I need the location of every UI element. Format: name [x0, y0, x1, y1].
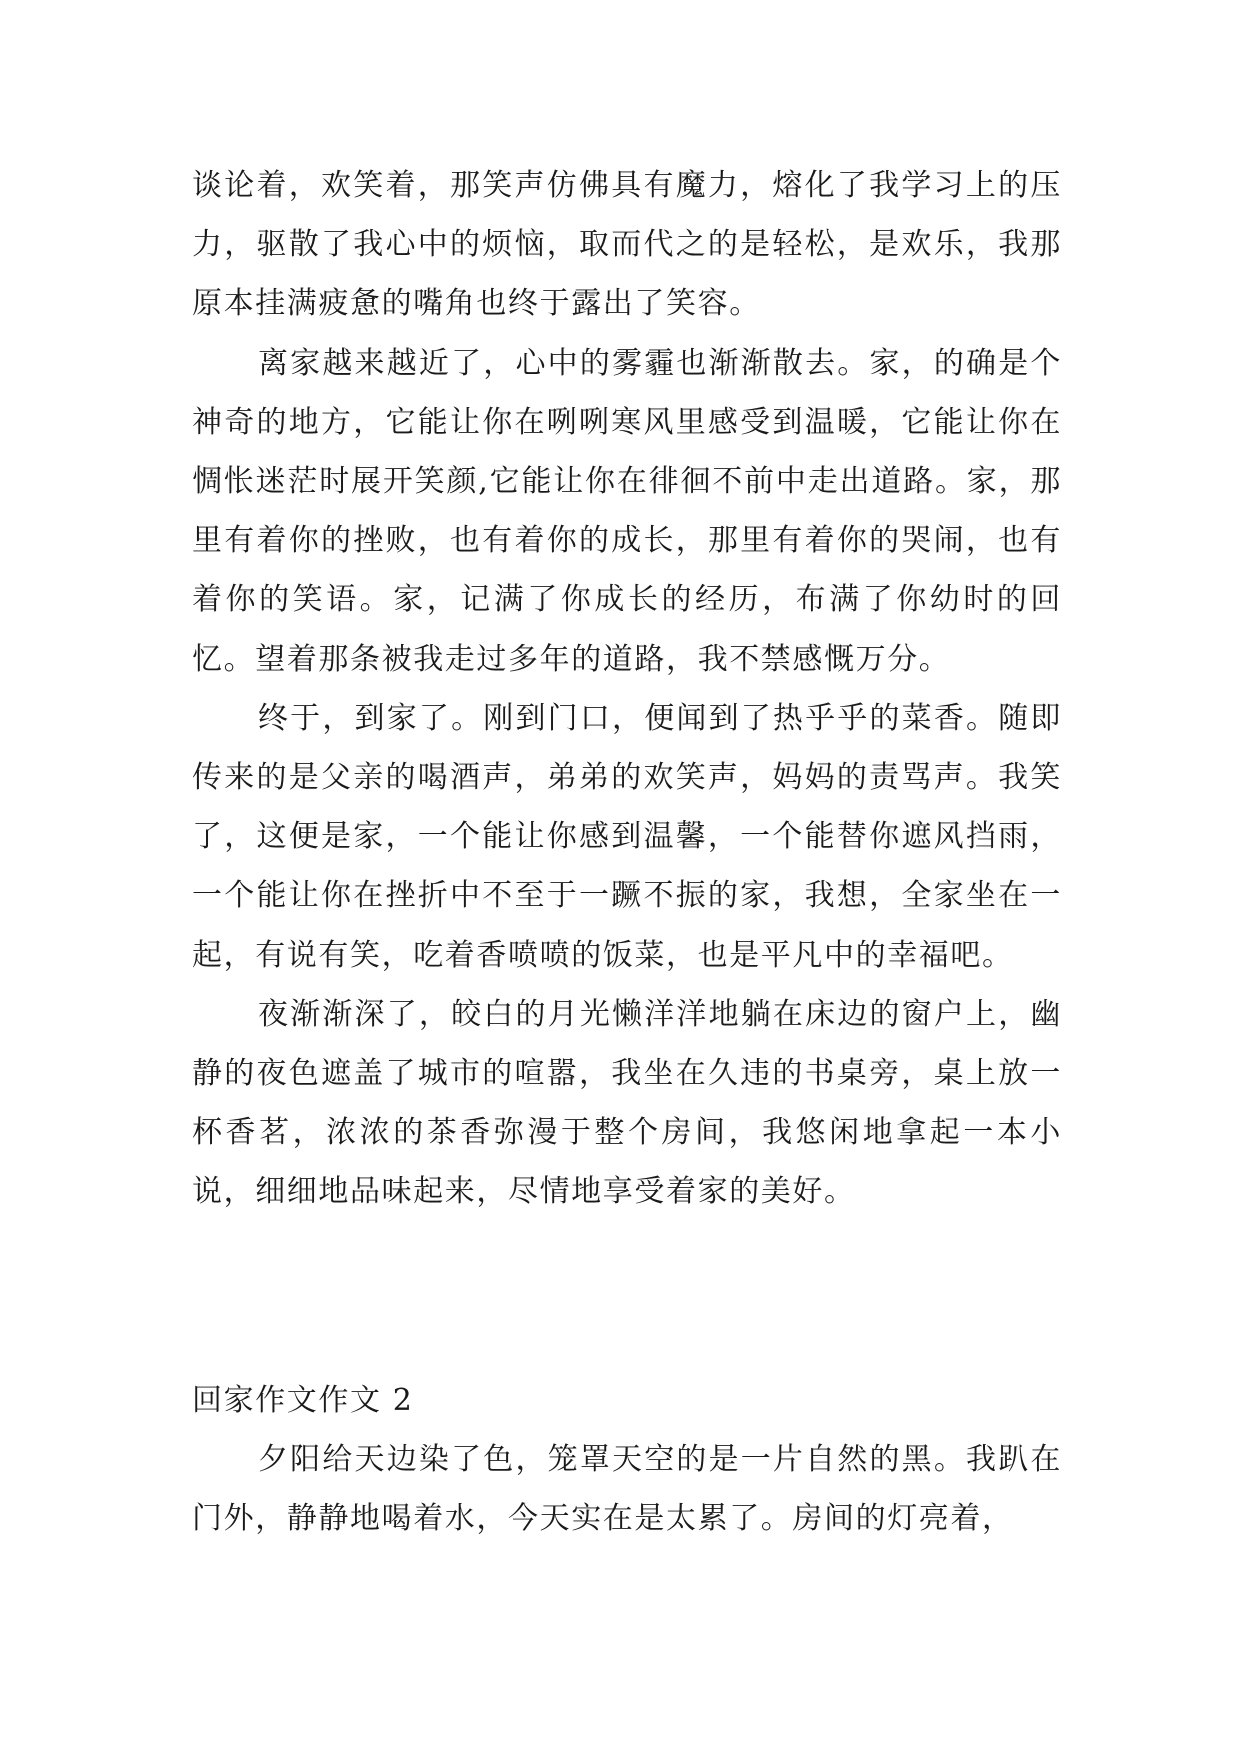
section-heading: 回家作文作文 2	[192, 1383, 414, 1418]
essay-text-block-2	[192, 1371, 1062, 1549]
paragraph: 终于，到家了。刚到门口，便闻到了热乎乎的菜香。随即传来的是父亲的喝酒声，弟弟的欢笑声，妈妈的责骂声。我笑了，这便是家，一个能让你感到温馨，一个能替你遮风挡雨，一个能让你在挫折中不至于一蹶不振的家，我想，全家坐在一起，有说有笑，吃着香喷喷的饭菜，也是平凡中的幸福吧。	[192, 700, 1062, 973]
essay-text-block-1	[192, 156, 1062, 1222]
paragraph: 离家越来越近了，心中的雾霾也渐渐散去。家，的确是个神奇的地方，它能让你在咧咧寒风里感受到温暖，它能让你在惆怅迷茫时展开笑颜,它能让你在徘徊不前中走出道路。家，那里有着你的挫败，也有着你的成长，那里有着你的哭闹，也有着你的笑语。家，记满了你成长的经历，布满了你幼时的回忆。望着那条被我走过多年的道路，我不禁感慨万分。	[192, 345, 1062, 677]
paragraph: 夕阳给天边染了色，笼罩天空的是一片自然的黑。我趴在门外，静静地喝着水，今天实在是太累了。房间的灯亮着，	[192, 1442, 1062, 1537]
paragraph: 夜渐渐深了，皎白的月光懒洋洋地躺在床边的窗户上，幽静的夜色遮盖了城市的喧嚣，我坐在久违的书桌旁，桌上放一杯香茗，浓浓的茶香弥漫于整个房间，我悠闲地拿起一本小说，细细地品味起来，尽情地享受着家的美好。	[192, 996, 1062, 1210]
paragraph: 谈论着，欢笑着，那笑声仿佛具有魔力，熔化了我学习上的压力，驱散了我心中的烦恼，取而代之的是轻松，是欢乐，我那原本挂满疲惫的嘴角也终于露出了笑容。	[192, 168, 1062, 322]
